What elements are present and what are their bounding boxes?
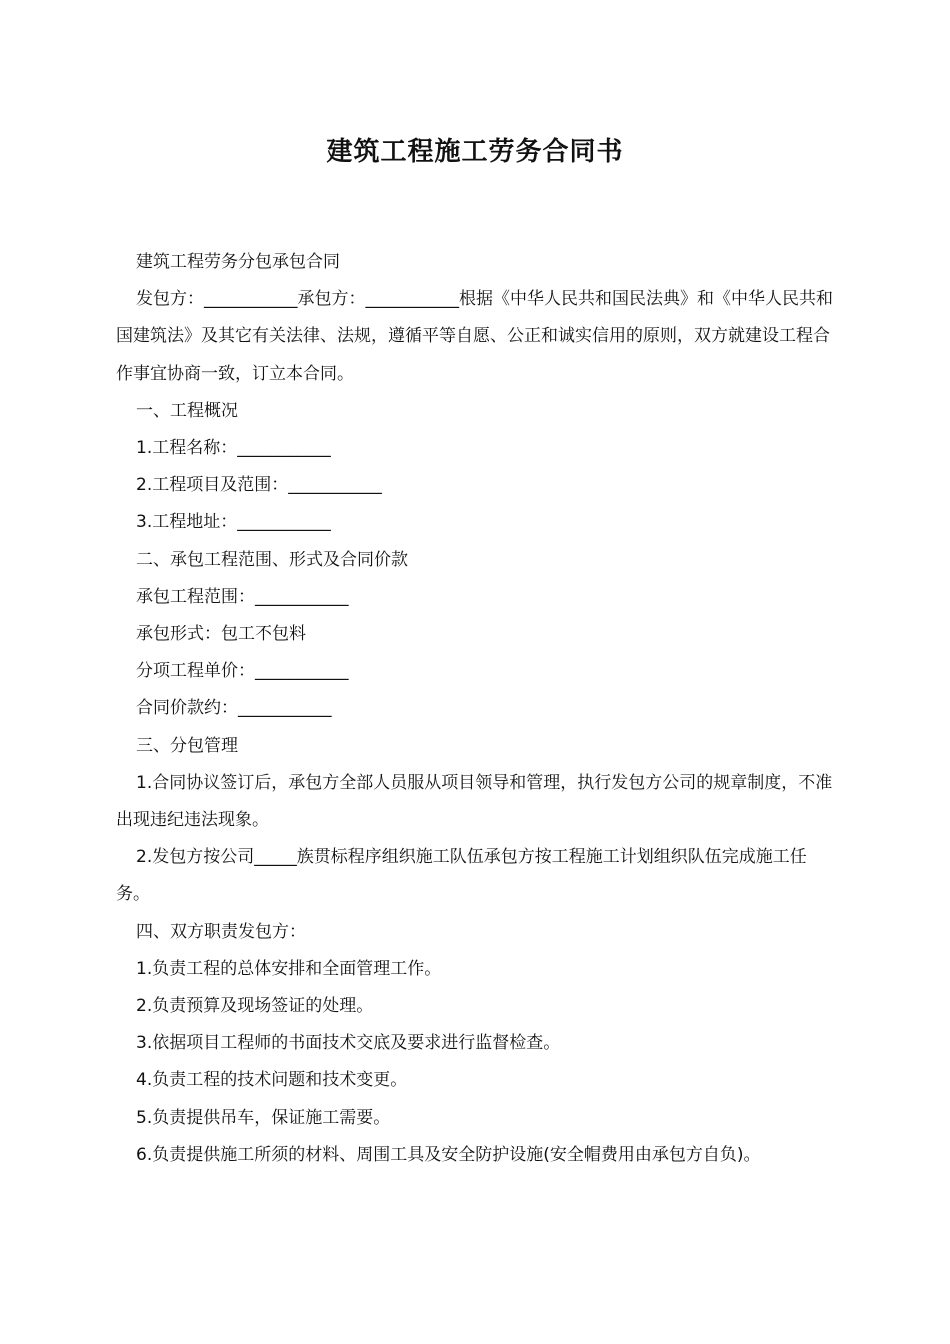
project-address-line: 3.工程地址：___________ <box>136 512 331 533</box>
duty-item-1: 1.负责工程的总体安排和全面管理工作。 <box>136 958 442 979</box>
section-heading-4: 四、双方职责发包方： <box>136 921 306 942</box>
unit-price-line: 分项工程单价：___________ <box>136 661 349 682</box>
contract-scope-line: 承包工程范围：___________ <box>136 586 349 607</box>
management-item-1: 1.合同协议签订后，承包方全部人员服从项目领导和管理，执行发包方公司的规章制度，不准出现违纪违法现象。 <box>116 772 833 831</box>
section-heading-1: 一、工程概况 <box>136 400 238 421</box>
duty-item-4: 4.负责工程的技术问题和技术变更。 <box>136 1070 408 1091</box>
section-heading-3: 三、分包管理 <box>136 735 238 756</box>
duty-item-3: 3.依据项目工程师的书面技术交底及要求进行监督检查。 <box>136 1033 561 1054</box>
duty-item-6: 6.负责提供施工所须的材料、周围工具及安全防护设施(安全帽费用由承包方自负)。 <box>136 1144 761 1165</box>
project-name-line: 1.工程名称：___________ <box>136 438 331 459</box>
duty-item-2: 2.负责预算及现场签证的处理。 <box>136 996 374 1017</box>
document-body <box>116 244 838 1174</box>
contract-price-line: 合同价款约：___________ <box>136 698 332 719</box>
contract-form-line: 承包形式：包工不包料 <box>136 624 306 645</box>
section-heading-2: 二、承包工程范围、形式及合同价款 <box>136 549 408 570</box>
paragraph-parties: 发包方：___________承包方：___________根据《中华人民共和国民法典》和《中华人民共和国建筑法》及其它有关法律、法规，遵循平等自愿、公正和诚实信用的原则，双方就建设工程合作事宜协商一致，订立本合同。 <box>116 289 833 384</box>
paragraph-subtitle: 建筑工程劳务分包承包合同 <box>136 252 340 272</box>
duty-item-5: 5.负责提供吊车，保证施工需要。 <box>136 1107 391 1128</box>
document-title: 建筑工程施工劳务合同书 <box>326 137 624 167</box>
project-scope-line: 2.工程项目及范围：___________ <box>136 475 382 496</box>
management-item-2: 2.发包方按公司_____族贯标程序组织施工队伍承包方按工程施工计划组织队伍完成施工任务。 <box>116 847 807 905</box>
